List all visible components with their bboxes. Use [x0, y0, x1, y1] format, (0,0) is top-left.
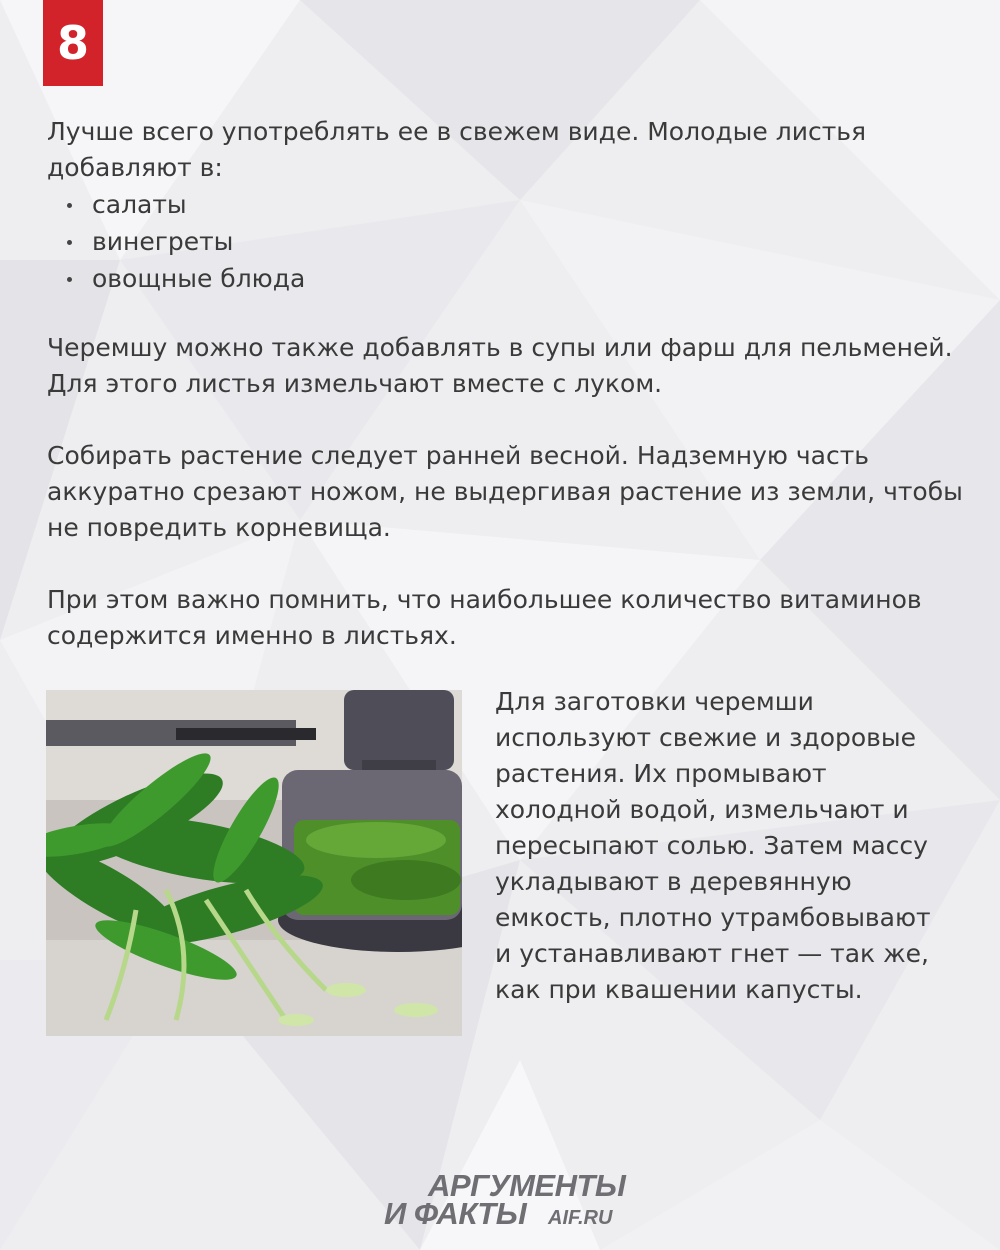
preserving-text: Для заготовки черемши используют свежие и здоровые растения. Их промывают холодной водой, измельчают и пересыпают солью. Затем массу укладывают в деревянную емкость, плотно утрамбовывают и устанавливают гнет — так же, как при квашении капусты.	[495, 687, 931, 1004]
paragraph-harvest: Собирать растение следует ранней весной. Надземную часть аккуратно срезают ножом, не выдергивая растение из земли, чтобы не повредить корневища.	[47, 441, 963, 542]
paragraph-soups: Черемшу можно также добавлять в супы или фарш для пельменей. Для этого листья измельчают вместе с луком.	[47, 333, 953, 398]
uses-list	[47, 186, 967, 297]
list-item: винегреты	[47, 223, 967, 260]
logo-line2: И ФАКТЫ	[384, 1196, 527, 1231]
list-item: салаты	[47, 186, 967, 223]
intro-block	[47, 114, 967, 297]
intro-text: Лучше всего употреблять ее в свежем виде. Молодые листья добавляют в:	[47, 117, 867, 182]
logo-site: AIF.RU	[548, 1207, 613, 1229]
page-number-badge: 8	[43, 0, 103, 86]
paragraph-vitamins: При этом важно помнить, что наибольшее количество витаминов содержится именно в листьях.	[47, 585, 922, 650]
logo-line1: АРГУМЕНТЫ	[428, 1168, 626, 1203]
list-item: овощные блюда	[47, 260, 967, 297]
aif-logo	[380, 1168, 640, 1232]
ramsons-photo	[46, 690, 462, 1036]
